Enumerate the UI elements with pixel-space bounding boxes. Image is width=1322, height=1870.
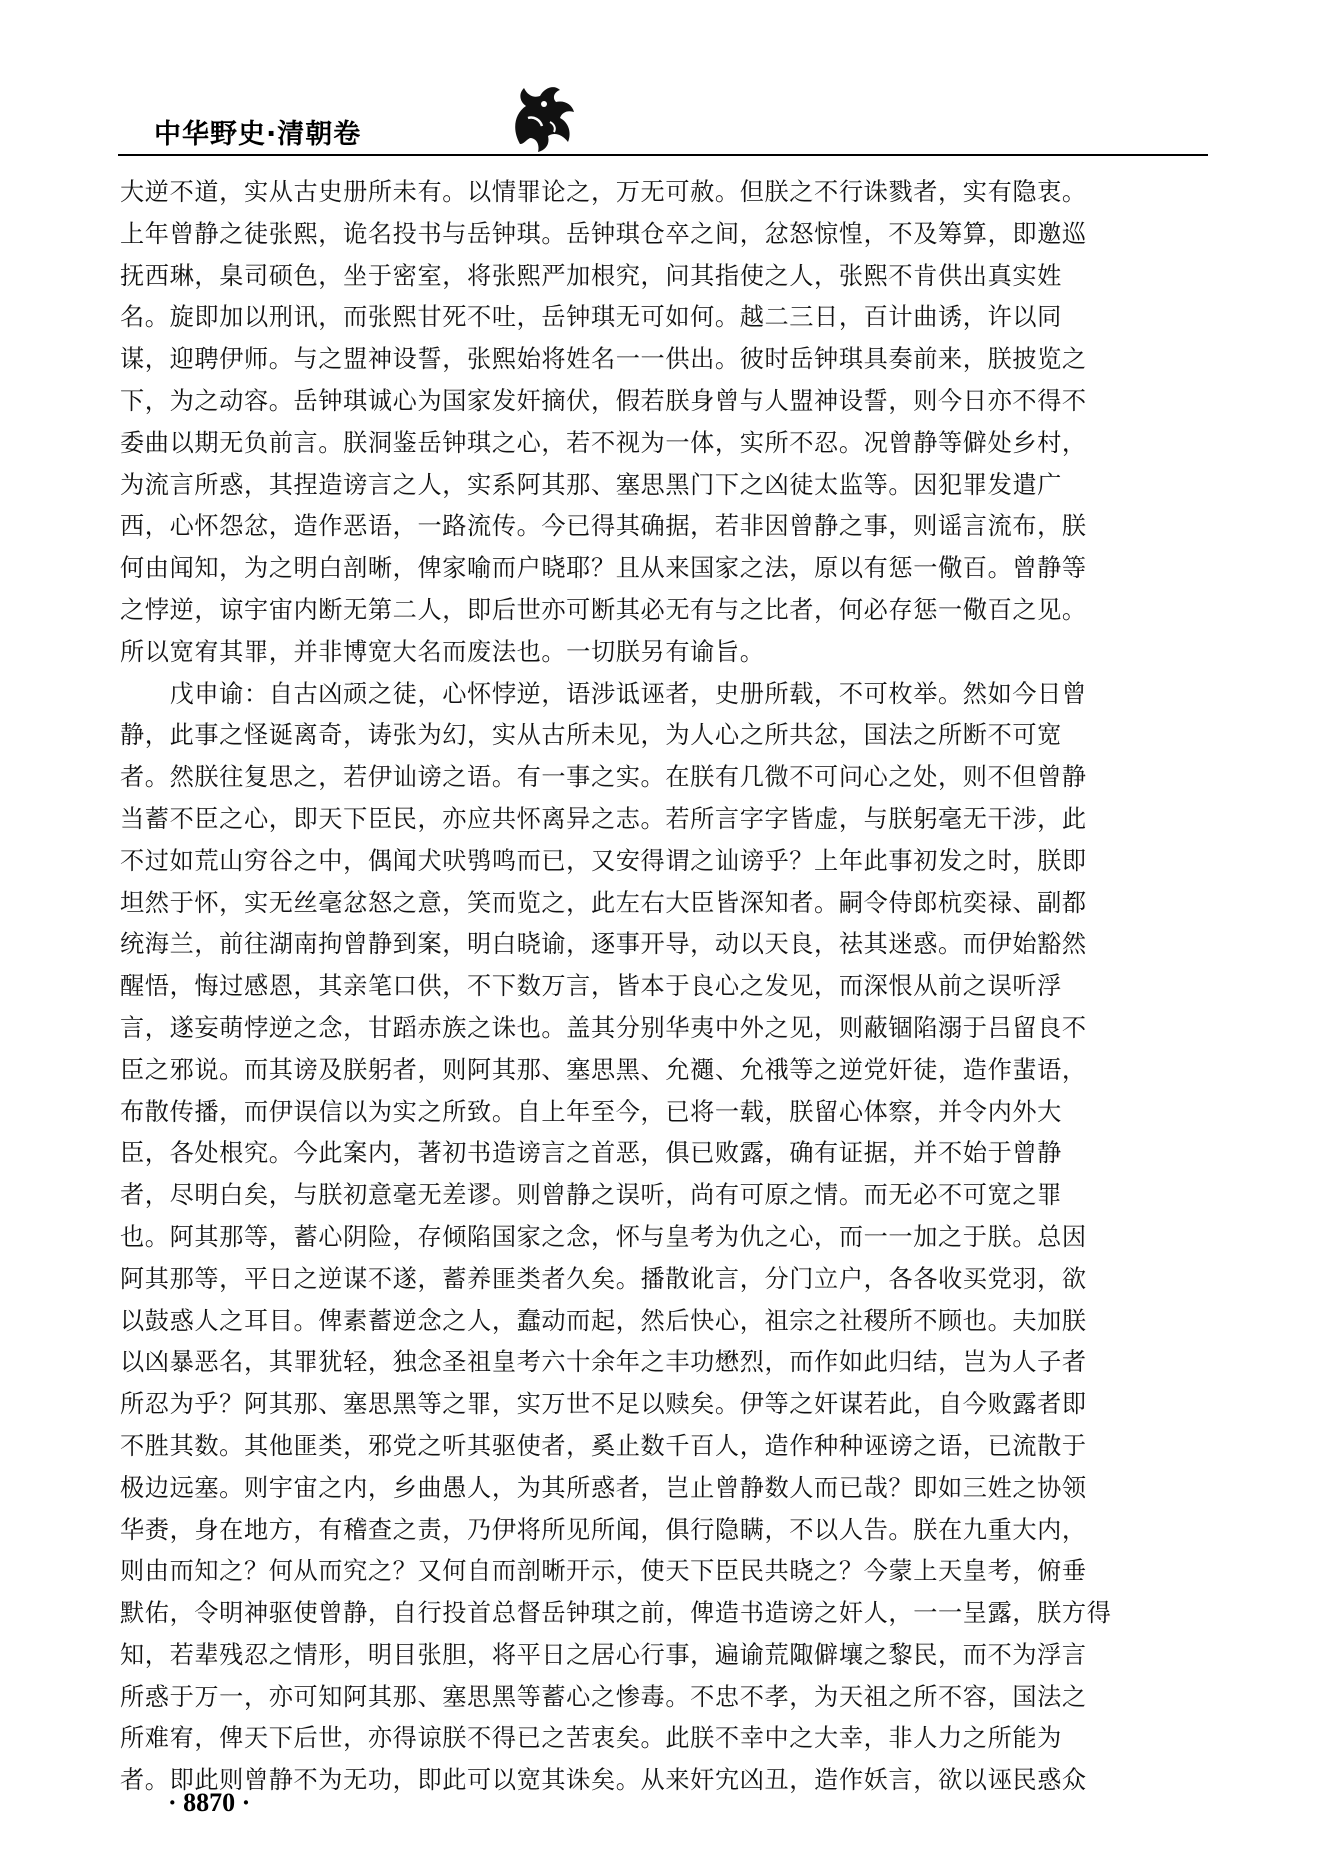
text-line: 者。即此则曾静不为无功，即此可以宽其诛矣。从来奸宄凶丑，造作妖言，欲以诬民惑众: [120, 1766, 1087, 1795]
text-line: 臣之邪说。而其谤及朕躬者，则阿其那、塞思黑、允禵、允䄉等之逆党奸徒，造作蜚语，: [120, 1055, 1087, 1084]
text-line: 不过如荒山穷谷之中，偶闻犬吠鸮鸣而已，又安得谓之讪谤乎？上年此事初发之时，朕即: [120, 846, 1087, 875]
text-line: 坦然于怀，实无丝毫忿怒之意，笑而览之，此左右大臣皆深知者。嗣令侍郎杭奕禄、副都: [120, 888, 1087, 917]
text-line: 所惑于万一，亦可知阿其那、塞思黑等蓄心之惨毒。不忠不孝，为天祖之所不容，国法之: [120, 1682, 1087, 1711]
text-line: 阿其那等，平日之逆谋不遂，蓄养匪类者久矣。播散讹言，分门立户，各各收买党羽，欲: [120, 1264, 1087, 1293]
text-line: 何由闻知，为之明白剖晰，俾家喻而户晓耶？且从来国家之法，原以有惩一儆百。曾静等: [120, 554, 1087, 583]
text-line: 以凶暴恶名，其罪犹轻，独念圣祖皇考六十余年之丰功懋烈，而作如此归结，岂为人子者: [120, 1348, 1087, 1377]
text-line: 华赉，身在地方，有稽查之责，乃伊将所见所闻，俱行隐瞒，不以人告。朕在九重大内，: [120, 1515, 1087, 1544]
text-line: 之悖逆，谅宇宙内断无第二人，即后世亦可断其必无有与之比者，何必存惩一儆百之见。: [120, 595, 1087, 624]
text-line: 当蓄不臣之心，即天下臣民，亦应共怀离异之志。若所言字字皆虚，与朕躬毫无干涉，此: [120, 804, 1087, 833]
text-line: 戊申谕：自古凶顽之徒，心怀悖逆，语涉诋诬者，史册所载，不可枚举。然如今日曾: [120, 679, 1087, 708]
text-line: 所以宽宥其罪，并非博宽大名而废法也。一切朕另有谕旨。: [120, 637, 765, 666]
text-line: 静，此事之怪诞离奇，诪张为幻，实从古所未见，为人心之所共忿，国法之所断不可宽: [120, 721, 1062, 750]
text-line: 西，心怀怨忿，造作恶语，一路流传。今已得其确据，若非因曾静之事，则谣言流布，朕: [120, 512, 1087, 541]
text-line: 言，遂妄萌悖逆之念，甘蹈赤族之诛也。盖其分别华夷中外之见，则蔽锢陷溺于吕留良不: [120, 1013, 1087, 1042]
text-line: 知，若辈残忍之情形，明目张胆，将平日之居心行事，遍谕荒陬僻壤之黎民，而不为浮言: [120, 1640, 1087, 1669]
text-line: 臣，各处根究。今此案内，著初书造谤言之首恶，俱已败露，确有证据，并不始于曾静: [120, 1139, 1062, 1168]
text-line: 名。旋即加以刑讯，而张熙甘死不吐，岳钟琪无可如何。越二三日，百计曲诱，许以同: [120, 303, 1062, 332]
page-header: [118, 58, 1208, 168]
text-line: 委曲以期无负前言。朕洞鉴岳钟琪之心，若不视为一体，实所不忍。况曾静等僻处乡村，: [120, 428, 1087, 457]
page-number: · 8870 ·: [168, 1788, 251, 1817]
body-text: [120, 172, 1220, 1802]
text-line: 也。阿其那等，蓄心阴险，存倾陷国家之念，怀与皇考为仇之心，而一一加之于朕。总因: [120, 1222, 1087, 1251]
text-line: 者。然朕往复思之，若伊讪谤之语。有一事之实。在朕有几微不可问心之处，则不但曾静: [120, 763, 1087, 792]
text-line: 者，尽明白矣，与朕初意毫无差谬。则曾静之误听，尚有可原之情。而无必不可宽之罪: [120, 1181, 1062, 1210]
header-rule: [118, 154, 1208, 156]
text-line: 以鼓惑人之耳目。俾素蓄逆念之人，蠢动而起，然后快心，祖宗之社稷所不顾也。夫加朕: [120, 1306, 1087, 1335]
text-line: 抚西琳，臬司硕色，坐于密室，将张熙严加根究，问其指使之人，张熙不肯供出真实姓: [120, 261, 1062, 290]
text-line: 默佑，令明神驱使曾静，自行投首总督岳钟琪之前，俾造书造谤之奸人，一一呈露，朕方得: [120, 1599, 1112, 1628]
text-line: 不胜其数。其他匪类，邪党之听其驱使者，奚止数千百人，造作种种诬谤之语，已流散于: [120, 1431, 1087, 1460]
dragon-emblem-icon: [498, 78, 588, 154]
text-line: 极边远塞。则宇宙之内，乡曲愚人，为其所惑者，岂止曾静数人而已哉？即如三姓之协领: [120, 1473, 1087, 1502]
text-line: 所难宥，俾天下后世，亦得谅朕不得已之苦衷矣。此朕不幸中之大幸，非人力之所能为: [120, 1724, 1062, 1753]
book-title: 中华野史·清朝卷: [154, 119, 362, 150]
text-line: 谋，迎聘伊师。与之盟神设誓，张熙始将姓名一一供出。彼时岳钟琪具奏前来，朕披览之: [120, 345, 1087, 374]
text-line: 大逆不道，实从古史册所未有。以情罪论之，万无可赦。但朕之不行诛戮者，实有隐衷。: [120, 178, 1087, 206]
text-line: 则由而知之？何从而究之？又何自而剖晰开示，使天下臣民共晓之？今蒙上天皇考，俯垂: [120, 1557, 1087, 1586]
text-line: 醒悟，悔过感恩，其亲笔口供，不下数万言，皆本于良心之发见，而深恨从前之误听浮: [120, 972, 1062, 1001]
text-line: 统海兰，前往湖南拘曾静到案，明白晓谕，逐事开导，动以天良，祛其迷惑。而伊始豁然: [120, 930, 1087, 959]
text-line: 下，为之动容。岳钟琪诚心为国家发奸摘伏，假若朕身曾与人盟神设誓，则今日亦不得不: [120, 386, 1087, 415]
text-line: 上年曾静之徒张熙，诡名投书与岳钟琪。岳钟琪仓卒之间，忿怒惊惶，不及筹算，即邀巡: [120, 219, 1087, 248]
text-line: 所忍为乎？阿其那、塞思黑等之罪，实万世不足以赎矣。伊等之奸谋若此，自今败露者即: [120, 1390, 1087, 1419]
text-line: 为流言所惑，其捏造谤言之人，实系阿其那、塞思黑门下之凶徒太监等。因犯罪发遣广: [120, 470, 1062, 499]
text-line: 布散传播，而伊误信以为实之所致。自上年至今，已将一载，朕留心体察，并令内外大: [120, 1097, 1062, 1126]
